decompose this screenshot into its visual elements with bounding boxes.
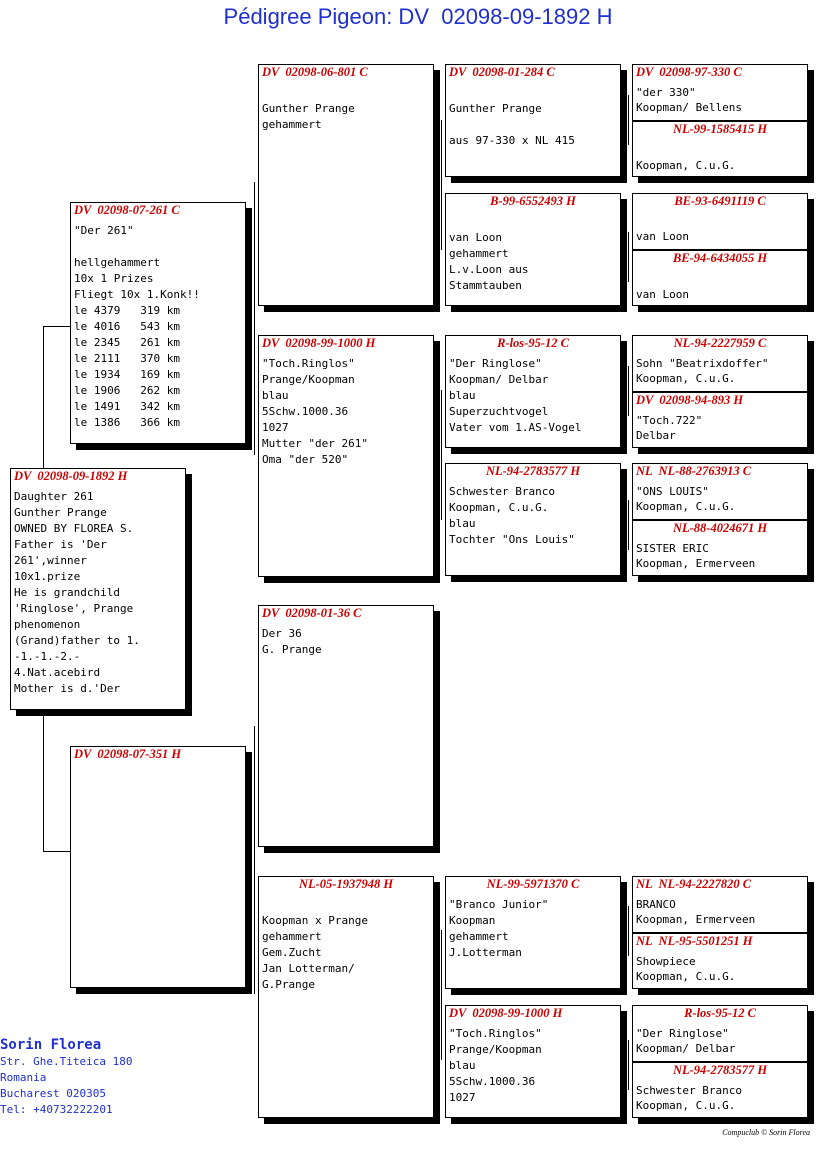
address-line: Romania [0, 1071, 47, 1084]
info-line: 4.Nat.acebird [14, 666, 101, 679]
info-line: "Branco Junior" [449, 898, 549, 911]
gen4-pair-6[interactable] [632, 1005, 808, 1118]
info-line: Superzuchtvogel [449, 405, 549, 418]
info-line: Koopman/ Bellens [636, 101, 742, 114]
ring-number: NL NL-95-5501251 H [636, 934, 753, 948]
info-line: blau [449, 389, 476, 402]
mmf-card[interactable] [445, 876, 621, 989]
ring-number: BE-93-6491119 C [674, 194, 766, 208]
connector-line [628, 906, 629, 956]
info-line: van Loon [636, 288, 689, 301]
info-line: blau [449, 517, 476, 530]
info-line: van Loon [449, 231, 502, 244]
ring-number: NL-99-5971370 C [486, 877, 580, 891]
info-line: Jan Lotterman/ [262, 962, 355, 975]
ring-number: NL-05-1937948 H [298, 877, 394, 891]
info-line: le 4016 543 km [74, 320, 180, 333]
ring-number: DV 02098-09-1892 H [14, 469, 128, 483]
ring-number: NL-88-4024671 H [672, 521, 768, 535]
connector-line [254, 726, 255, 994]
info-line: 'Ringlose', Prange [14, 602, 134, 615]
info-line: Gunther Prange [262, 102, 355, 115]
info-line: 5Schw.1000.36 [449, 1075, 536, 1088]
connector-line [628, 500, 629, 550]
info-line: le 1491 342 km [74, 400, 180, 413]
info-line: (Grand)father to 1. [14, 634, 140, 647]
connector-line [43, 326, 71, 327]
info-line: SISTER ERIC [636, 542, 709, 555]
breeder-name: Sorin Florea [0, 1037, 102, 1053]
ring-number: R-los-95-12 C [684, 1006, 756, 1020]
info-line: "ONS LOUIS" [636, 485, 709, 498]
info-line: Prange/Koopman [262, 373, 355, 386]
info-line: Koopman, C.u.G. [636, 159, 736, 172]
info-line: 5Schw.1000.36 [262, 405, 349, 418]
info-line: Koopman, C.u.G. [636, 500, 736, 513]
info-line: "Toch.722" [636, 414, 703, 427]
ring-number: NL NL-88-2763913 C [636, 464, 752, 478]
info-line: Gunther Prange [449, 102, 542, 115]
info-line: le 1386 366 km [74, 416, 180, 429]
info-line: Koopman/ Delbar [636, 1042, 736, 1055]
ff-card[interactable] [258, 64, 434, 306]
info-line: -1.-1.-2.- [14, 650, 81, 663]
info-line: 1027 [449, 1091, 476, 1104]
info-line: He is grandchild [14, 586, 120, 599]
info-line: 10x1.prize [14, 570, 81, 583]
connector-line [43, 851, 71, 852]
info-line: "Toch.Ringlos" [262, 357, 355, 370]
ring-number: NL-94-2227959 C [673, 336, 767, 350]
fmf-card[interactable] [445, 335, 621, 448]
gen4-pair-4[interactable] [632, 463, 808, 576]
ring-number: B-99-6552493 H [490, 194, 576, 208]
info-line: blau [262, 389, 289, 402]
fff-card[interactable] [445, 64, 621, 177]
ring-number: DV 02098-97-330 C [636, 65, 742, 79]
info-line: BRANCO [636, 898, 676, 911]
info-line: J.Lotterman [449, 946, 522, 959]
info-line: Oma "der 520" [262, 453, 349, 466]
info-line: Tochter "Ons Louis" [449, 533, 575, 546]
info-line: le 2345 261 km [74, 336, 180, 349]
info-line: "Toch.Ringlos" [449, 1027, 542, 1040]
info-line: 261',winner [14, 554, 87, 567]
info-line: Koopman, C.u.G. [636, 970, 736, 983]
info-line: Daughter 261 [14, 490, 94, 503]
info-line: Gem.Zucht [262, 946, 322, 959]
gen4-pair-1[interactable] [632, 64, 808, 177]
info-line: Schwester Branco [636, 1084, 742, 1097]
ring-number: DV 02098-01-36 C [262, 606, 362, 620]
info-line: Sohn "Beatrixdoffer" [636, 357, 769, 370]
ring-number: NL-99-1585415 H [672, 122, 768, 136]
mother-card[interactable] [70, 746, 246, 988]
info-line: Mutter "der 261" [262, 437, 368, 450]
info-line: Father is 'Der [14, 538, 107, 551]
ring-number: NL-94-2783577 H [672, 1063, 768, 1077]
connector-line [628, 366, 629, 416]
info-line: gehammert [262, 930, 322, 943]
ring-number: DV 02098-06-801 C [262, 65, 368, 79]
connector-line [441, 120, 442, 250]
info-line: Koopman, C.u.G. [636, 372, 736, 385]
info-line: le 1934 169 km [74, 368, 180, 381]
ring-number: NL NL-94-2227820 C [636, 877, 752, 891]
ring-number: R-los-95-12 C [497, 336, 569, 350]
address-line: Tel: +40732222201 [0, 1103, 113, 1116]
info-line: OWNED BY FLOREA S. [14, 522, 134, 535]
ring-number: DV 02098-99-1000 H [262, 336, 376, 350]
connector-line [441, 390, 442, 520]
ffm-card[interactable] [445, 193, 621, 306]
info-line: Der 36 [262, 627, 302, 640]
address-line: Bucharest 020305 [0, 1087, 106, 1100]
connector-line [628, 95, 629, 145]
connector-line [254, 182, 255, 455]
ring-number: NL-94-2783577 H [485, 464, 581, 478]
ring-number: BE-94-6434055 H [672, 251, 768, 265]
page-title: Pédigree Pigeon: DV 02098-09-1892 H [223, 4, 613, 29]
info-line: aus 97-330 x NL 415 [449, 134, 575, 147]
info-line: le 1906 262 km [74, 384, 180, 397]
info-line: Delbar [636, 429, 676, 442]
info-line: gehammert [449, 247, 509, 260]
info-line: blau [449, 1059, 476, 1072]
info-line: Koopman, C.u.G. [449, 501, 549, 514]
info-line: le 4379 319 km [74, 304, 180, 317]
subject-card[interactable] [10, 468, 186, 710]
info-line: le 2111 370 km [74, 352, 180, 365]
mf-card[interactable] [258, 605, 434, 847]
info-line: Koopman, C.u.G. [636, 1099, 736, 1112]
info-line: 1027 [262, 421, 289, 434]
mm-card[interactable] [258, 876, 434, 1118]
info-line: Koopman, Ermerveen [636, 557, 756, 570]
ring-number: DV 02098-94-893 H [636, 393, 744, 407]
breeder-info [0, 1036, 132, 1118]
info-line: Vater vom 1.AS-Vogel [449, 421, 582, 434]
info-line: Showpiece [636, 955, 696, 968]
info-line: "Der Ringlose" [636, 1027, 729, 1040]
info-line: G.Prange [262, 978, 315, 991]
info-line: Koopman/ Delbar [449, 373, 549, 386]
info-line: L.v.Loon aus [449, 263, 529, 276]
info-line: Gunther Prange [14, 506, 107, 519]
footer-credit: Compuclub © Sorin Florea [722, 1128, 810, 1137]
gen4-pair-2[interactable] [632, 193, 808, 306]
info-line: "der 330" [636, 86, 696, 99]
info-line: phenomenon [14, 618, 81, 631]
info-line: "Der Ringlose" [449, 357, 542, 370]
ring-number: DV 02098-07-261 C [74, 203, 180, 217]
info-line: Koopman [449, 914, 496, 927]
gen4-pair-3[interactable] [632, 335, 808, 448]
info-line: gehammert [449, 930, 509, 943]
father-card[interactable] [70, 202, 246, 444]
fm-card[interactable] [258, 335, 434, 577]
gen4-pair-5[interactable] [632, 876, 808, 989]
address-line: Str. Ghe.Titeica 180 [0, 1055, 133, 1068]
info-line: 10x 1 Prizes [74, 272, 154, 285]
info-line: hellgehammert [74, 256, 161, 269]
ring-number: DV 02098-01-284 C [449, 65, 555, 79]
info-line: Koopman, Ermerveen [636, 913, 756, 926]
info-line: Prange/Koopman [449, 1043, 542, 1056]
connector-line [441, 930, 442, 1060]
info-line: van Loon [636, 230, 689, 243]
info-line: gehammert [262, 118, 322, 131]
mmm-card[interactable] [445, 1005, 621, 1118]
info-line: Fliegt 10x 1.Konk!! [74, 288, 200, 301]
connector-line [628, 232, 629, 282]
info-line: Mother is d.'Der [14, 682, 120, 695]
ring-number: DV 02098-99-1000 H [449, 1006, 563, 1020]
info-line: G. Prange [262, 643, 322, 656]
info-line: "Der 261" [74, 224, 134, 237]
info-line: Koopman x Prange [262, 914, 368, 927]
fmm-card[interactable] [445, 463, 621, 576]
info-line: Stammtauben [449, 279, 522, 292]
ring-number: DV 02098-07-351 H [74, 747, 182, 761]
info-line: Schwester Branco [449, 485, 555, 498]
connector-line [628, 1040, 629, 1090]
